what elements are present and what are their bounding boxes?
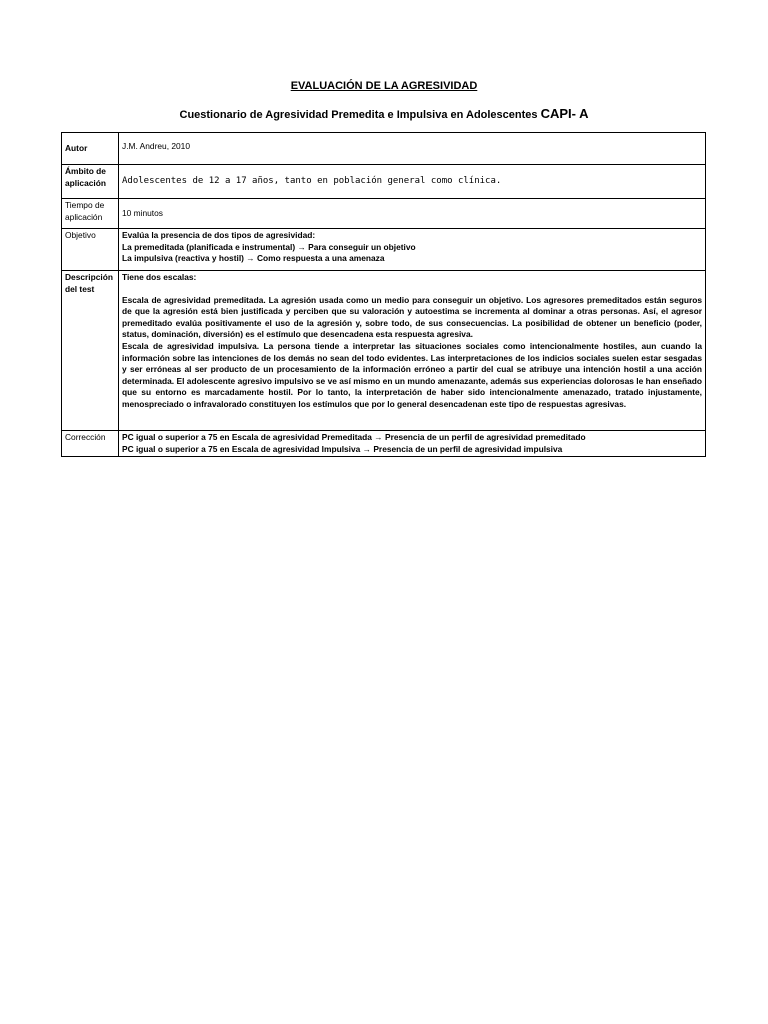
label-ambito: Ámbito de aplicación	[62, 165, 119, 199]
row-descripcion	[62, 271, 706, 431]
document-title: EVALUACIÓN DE LA AGRESIVIDAD	[290, 80, 478, 92]
objetivo-line-2: La premeditada (planificada e instrumental) → Para conseguir un objetivo	[122, 241, 416, 252]
label-tiempo: Tiempo de aplicación	[62, 199, 119, 229]
objetivo-line-3: La impulsiva (reactiva y hostil) → Como respuesta a una amenaza	[122, 253, 385, 264]
row-autor	[62, 133, 706, 165]
value-descripcion	[119, 271, 706, 431]
label-autor: Autor	[62, 133, 119, 165]
row-objetivo	[62, 229, 706, 271]
value-tiempo: 10 minutos	[119, 199, 706, 229]
correccion-line-2: PC igual o superior a 75 en Escala de agresividad Impulsiva → Presencia de un perfil de agresividad impulsiva	[122, 443, 563, 454]
value-ambito: Adolescentes de 12 a 17 años, tanto en población general como clínica.	[119, 165, 706, 199]
row-tiempo	[62, 199, 706, 229]
row-ambito	[62, 165, 706, 199]
objetivo-line-1: Evalúa la presencia de dos tipos de agresividad:	[122, 230, 316, 240]
correccion-line-1: PC igual o superior a 75 en Escala de agresividad Premeditada → Presencia de un perfil de agresividad premeditado	[122, 432, 586, 442]
value-objetivo	[119, 229, 706, 271]
row-correccion	[62, 431, 706, 457]
label-descripcion: Descripción del test	[62, 271, 119, 431]
descripcion-premeditada: Escala de agresividad premeditada. La agresión usada como un medio para conseguir un objetivo. Los agresores premeditados están seguros de que la agresión está bien justificada y perciben que su valoración y autoestima se incrementa al dominar a otras personas. Así, el agresor premeditado evalúa positivamente el uso de la agresión y, sobre todo, de sus consecuencias. La posibilidad de obtener un beneficio (poder, status, dominación, diversión) es el estímulo que desencadena esta respuesta agresiva.	[122, 294, 702, 340]
value-correccion	[119, 431, 706, 457]
descripcion-impulsiva: Escala de agresividad impulsiva. La persona tiende a interpretar las situaciones sociales como intencionalmente hostiles, aun cuando la información sobre las intenciones de los demás no sean del todo evidentes. Las interpretaciones de los indicios sociales suelen estar sesgadas y ser erróneas al ser producto de un procesamiento de la información erróneo a partir del cual se atribuye una intención hostil a una acción determinada. El adolescente agresivo impulsivo se ve así mismo en un mundo amenazante, además sus experiencias dolorosas le han enseñado que su entorno es marcadamente hostil. Por lo tanto, la interpretación de haber sido intencionalmente amenazado, tratado injustamente, menospreciado o infravalorado constituyen los estímulos que por lo general desencadenan este tipo de respuestas agresivas.	[122, 340, 702, 409]
label-objetivo: Objetivo	[62, 229, 119, 271]
subtitle-acronym: CAPI- A	[540, 106, 589, 121]
descripcion-intro: Tiene dos escalas:	[122, 272, 197, 282]
value-autor: J.M. Andreu, 2010	[119, 133, 706, 165]
document-subtitle	[0, 106, 768, 121]
label-correccion: Corrección	[62, 431, 119, 457]
subtitle-main: Cuestionario de Agresividad Premedita e Impulsiva en Adolescentes	[179, 109, 538, 121]
descripcion-spacer	[122, 284, 702, 295]
test-info-table	[61, 132, 706, 457]
